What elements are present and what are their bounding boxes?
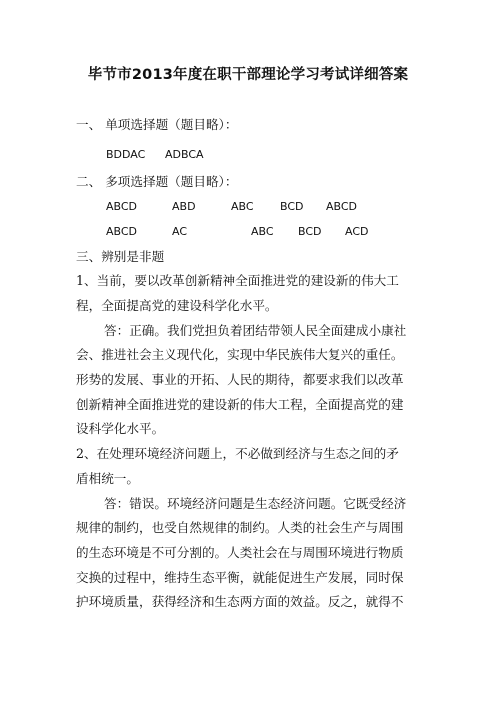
answer-group: ABCD (106, 225, 138, 238)
question-1-line: 1、当前，要以改革创新精神全面推进党的建设新的伟大工 (76, 273, 399, 288)
answer-group: BDDAC (106, 148, 146, 161)
answer-group: ACD (345, 225, 369, 238)
answer-group: ABCD (106, 200, 138, 213)
question-2-line: 2、在处理环境经济问题上，不必做到经济与生态之间的矛 (76, 446, 399, 461)
answer-group: BCD (280, 200, 304, 213)
answer-group: ABC (251, 225, 274, 238)
multi-choice-answers-row-2 (0, 224, 496, 240)
answer-2-line: 交换的过程中，维持生态平衡，就能促进生产发展，同时保 (76, 570, 404, 585)
answer-group: ABCD (326, 200, 358, 213)
answer-1-line: 创新精神全面推进党的建设新的伟大工程，全面提高党的建 (76, 397, 404, 412)
document-title: 毕节市2013年度在职干部理论学习考试详细答案 (87, 67, 409, 83)
answer-1-line: 形势的发展、事业的开拓、人民的期待，都要求我们以改革 (76, 372, 404, 387)
section-heading-true-false: 三、辨别是非题 (76, 249, 165, 264)
answer-2-line: 护环境质量，获得经济和生态两方面的效益。反之，就得不 (76, 594, 404, 609)
answer-2-line: 的生态环境是不可分割的。人类社会在与周围环境进行物质 (76, 545, 404, 560)
answer-group: ABD (172, 200, 196, 213)
single-choice-answers (0, 147, 496, 163)
answer-1-line: 会、推进社会主义现代化，实现中华民族伟大复兴的重任。 (76, 347, 404, 362)
answer-2-line: 规律的制约，也受自然规律的制约。人类的社会生产与周围 (76, 520, 404, 535)
answer-group: BCD (298, 225, 322, 238)
answer-2-line: 答：错误。环境经济问题是生态经济问题。它既受经济 (104, 496, 407, 511)
question-2-line: 盾相统一。 (76, 471, 139, 486)
question-1-line: 程，全面提高党的建设科学化水平。 (76, 298, 278, 313)
answer-group: AC (172, 225, 188, 238)
section-heading-multi-choice: 二、 多项选择题（题目略）： (76, 174, 238, 189)
answer-1-line: 答：正确。我们党担负着团结带领人民全面建成小康社 (104, 323, 407, 338)
answer-group: ABC (231, 200, 254, 213)
answer-group: ADBCA (165, 148, 204, 161)
answer-1-line: 设科学化水平。 (76, 421, 165, 436)
multi-choice-answers-row-1 (0, 199, 496, 215)
section-heading-single-choice: 一、 单项选择题（题目略）： (76, 117, 238, 132)
